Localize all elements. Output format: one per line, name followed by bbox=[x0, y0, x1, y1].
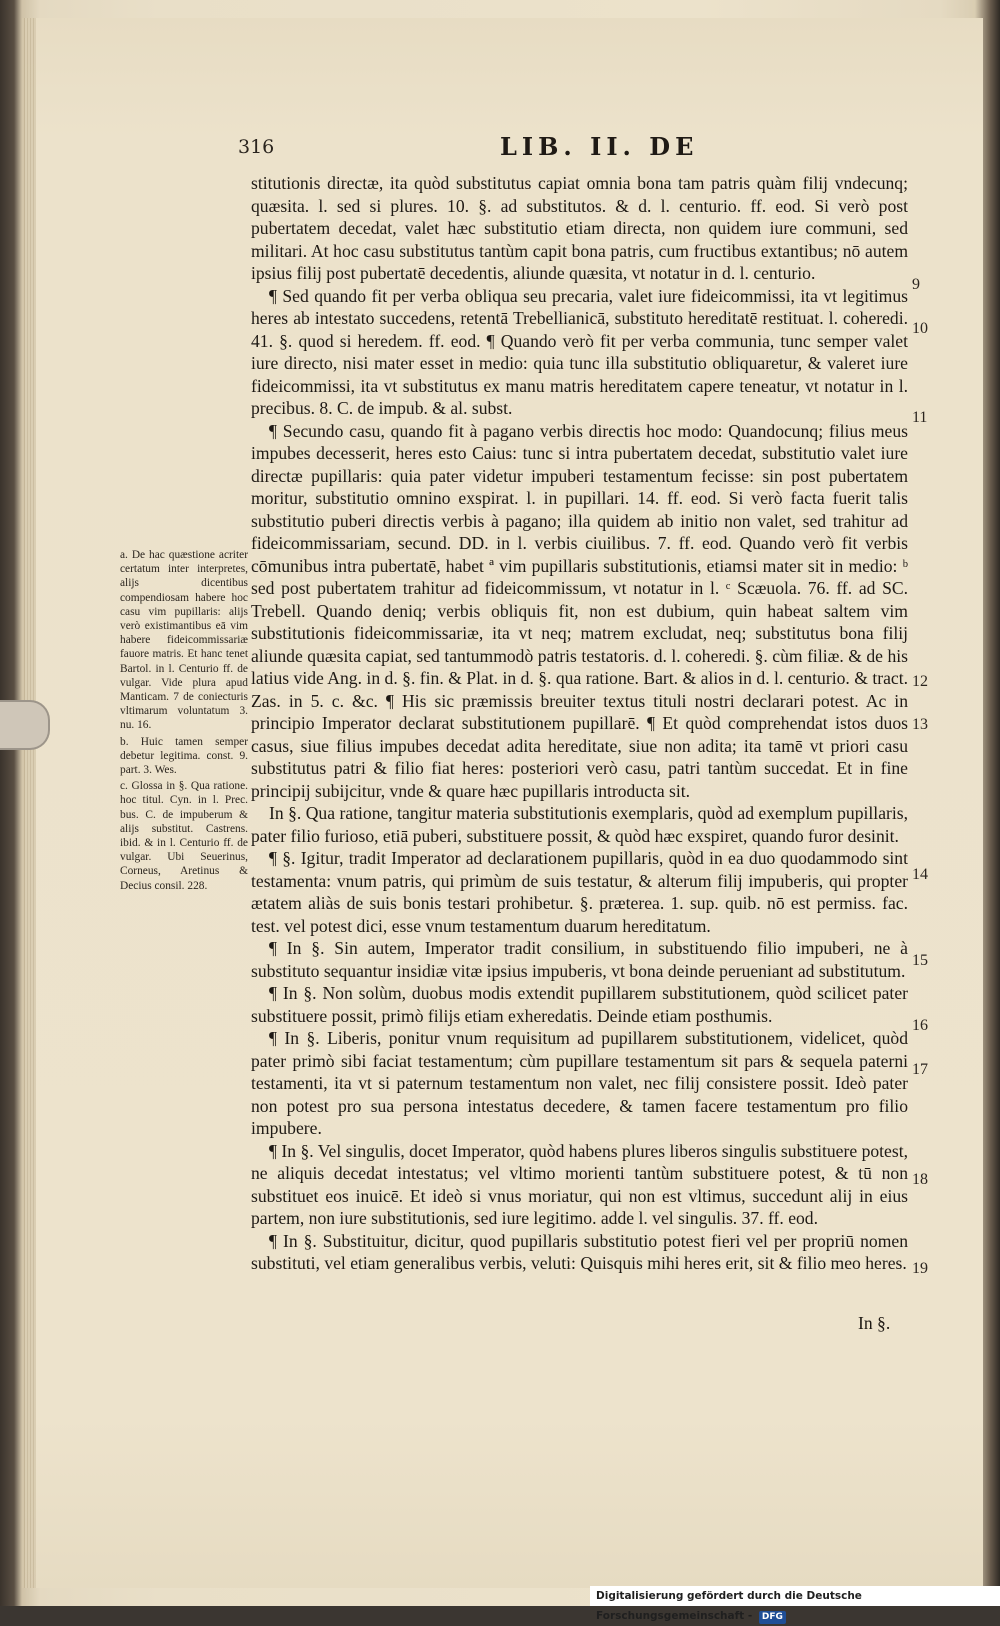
line-number: 14 bbox=[912, 866, 928, 883]
paragraph: ¶ Secundo casu, quando fit à pagano verbis directis hoc modo: Quandocunq; filius meus impubes decesserit, heres esto Caius: tunc si intra pubertatem decedat, substitutio valet iure directæ pupillaris: quia pater videtur impuberi testamentum fecisse: sin post pubertatem moritur, substitutio omnino exspirat. l. in pupillari. 14. ff. eod. Si verò facta fuerit talis substitutio puberi directis verbis à pagano; illa quidem ab initio non valet, sed trahitur ad fideicommissariam, secund. DD. in l. verbis ciuilibus. 7. ff. eod. Quando verò fit verbis cōmunibus intra pubertatē, habet ª vim pupillaris substitutionis, etiamsi mater sit in medio: ᵇ sed post pubertatem trahitur ad fideicommissum, vt notatur in l. ᶜ Scæuola. 76. ff. ad SC. Trebell. Quando deniq; verbis obliquis fit, non est dubium, quin habeat saltem vim substitutionis fideicommissariæ, ita vt neq; matrem excludat, neq; substitutus bona filij aliunde quæsita capiat, sed tantummodò patris testatoris. d. l. coheredi. §. cùm filiæ. & de his latius vide Ang. in d. §. fin. & Plat. in d. §. qua ratione. Bart. & alios in d. l. centurio. & tract. Zas. in 5. c. &c. ¶ His sic præmissis breuiter textus tituli nostri declarari potest. Ac in principio Imperator declarat substitutionem pupillarē. ¶ Et quòd comprehendat istos duos casus, siue filius impubes decedat adita hereditate, siue non adita; ita tamē vt priori casu substitutus patri & filio fiat heres: posteriori verò casu, patri tantùm succedat. Et in fine principij subijcitur, vnde & quare hæc pupillaris introducta sit. bbox=[251, 420, 908, 801]
line-number: 13 bbox=[912, 716, 928, 733]
main-text-block bbox=[251, 172, 908, 1275]
line-number: 12 bbox=[912, 673, 928, 690]
paragraph: ¶ Sed quando fit per verba obliqua seu precaria, valet iure fideicommissi, ita vt legitimus heres ab intestato succedens, retentā Trebellianicā, substituto hereditatē restituat. l. coheredi. 41. §. quod si heredem. ff. eod. ¶ Quando verò fit per verba communia, tunc semper valet iure directo, nisi mater esset in medio: quia tunc illa substitutio obliquaretur, & valeret iure fideicommissi, ita vt substitutus ex manu matris hereditatem capere teneatur, vt notatur in l. precibus. 8. C. de impub. & al. subst. bbox=[251, 285, 908, 418]
line-number: 10 bbox=[912, 320, 928, 337]
line-number: 17 bbox=[912, 1061, 928, 1078]
dfg-logo-icon: DFG bbox=[759, 1611, 786, 1624]
credit-text: Digitalisierung gefördert durch die Deutsche Forschungsgemeinschaft - bbox=[596, 1590, 862, 1622]
digitization-credit bbox=[590, 1586, 1000, 1622]
line-number: 9 bbox=[912, 276, 920, 293]
marginal-notes bbox=[120, 548, 248, 895]
line-number: 19 bbox=[912, 1260, 928, 1277]
paragraph: In §. Qua ratione, tangitur materia substitutionis exemplaris, quòd ad exemplum pupillaris, pater filio furioso, etiā puberi, substituere possit, & quòd hæc exspiret, quando furor desinit. bbox=[251, 803, 908, 846]
paragraph: ¶ In §. Vel singulis, docet Imperator, quòd habens plures liberos singulis substituere potest, ne aliquis decedat intestatus; vel vltimo morienti tantùm substituere potest, & tū non substituet eos inuicē. Et ideò si vnus moriatur, qui non est vltimus, succedunt alij in eius partem, non iure substitutionis, sed iure legitimo. adde l. vel singulis. 37. ff. eod. bbox=[251, 1140, 908, 1228]
line-number: 16 bbox=[912, 1017, 928, 1034]
paragraph: ¶ In §. Non solùm, duobus modis extendit pupillarem substitutionem, quòd scilicet pater substituere possit, primò filijs etiam exheredatis. Deinde etiam posthumis. bbox=[251, 983, 908, 1026]
page-header bbox=[0, 132, 1000, 172]
paragraph: ¶ In §. Sin autem, Imperator tradit consilium, in substituendo filio impuberi, ne à substituto sequantur insidiæ vitæ ipsius impuberis, vt bona deinde perueniant ad substitutum. bbox=[251, 938, 908, 981]
folio-number: 316 bbox=[238, 136, 275, 158]
margin-note: c. Glossa in §. Qua ratione. hoc titul. Cyn. in l. Prec. bus. C. de impuberum & alijs substitut. Castrens. ibid. & in l. Centurio ff. de vulgar. Ubi Seuerinus, Corneus, Aretinus & Decius consil. 228. bbox=[120, 780, 248, 892]
paragraph: ¶ In §. Liberis, ponitur vnum requisitum ad pupillarem substitutionem, videlicet, quòd pater primò sibi faciat testamentum; cùm pupillare testamentum sit pars & sequela paterni testamenti, ita vt si paternum testamentum non valet, nec filij consistere possit. Ideò pater non potest pro sua persona intestatus decedere, & tamen facere testamentum pro filio impubere. bbox=[251, 1028, 908, 1138]
catchword: In §. bbox=[858, 1313, 891, 1333]
line-number: 18 bbox=[912, 1171, 928, 1188]
margin-note: a. De hac quæstione acriter certatum inter interpretes, alijs dicentibus compendiosam habere hoc casu vim pupillaris: alijs verò existimantibus eā vim habere fideicommissariæ fauore matris. Et hanc tenet Bartol. in l. Centurio ff. de vulgar. Vide plura apud Manticam. 7 de coniecturis vltimarum voluntatum 3. nu. 16. bbox=[120, 549, 248, 732]
paragraph: stitutionis directæ, ita quòd substitutus capiat omnia bona tam patris quàm filij vndecunq; quæsita. l. sed si plures. 10. §. ad substitutos. & d. l. centurio. ff. eod. Si verò post pubertatem decedat, valet hæc substitutio etiam directa, non quidem iure communi, sed militari. At hoc casu substitutus tantùm capit bona patris, cum fructibus extantibus; nō autem ipsius filij post pubertatē decedentis, aliunde quæsita, vt notatur in d. l. centurio. bbox=[251, 173, 908, 283]
page-edges bbox=[22, 18, 36, 1588]
paragraph: ¶ §. Igitur, tradit Imperator ad declarationem pupillaris, quòd in ea duo quodammodo sint testamenta: vnum patris, qui primùm de suis testatur, & alterum filij impuberis, qui propter ætatem aliàs de suis bonis testari prohibetur. §. præterea. 1. sup. quib. nō est permiss. fac. test. vel potest dici, esse vnum testamentum duarum hereditatum. bbox=[251, 848, 908, 936]
page-clip bbox=[0, 700, 50, 750]
running-title: LIB. II. DE bbox=[500, 132, 699, 161]
paragraph: ¶ In §. Substituitur, dicitur, quod pupillaris substitutio potest fieri vel per propriū nomen substituti, vel etiam generalibus verbis, veluti: Quisquis mihi heres erit, sit & filio meo heres. bbox=[251, 1230, 908, 1273]
margin-note: b. Huic tamen semper debetur legitima. const. 9. part. 3. Wes. bbox=[120, 735, 248, 777]
line-number: 11 bbox=[912, 409, 928, 426]
line-number: 15 bbox=[912, 952, 928, 969]
